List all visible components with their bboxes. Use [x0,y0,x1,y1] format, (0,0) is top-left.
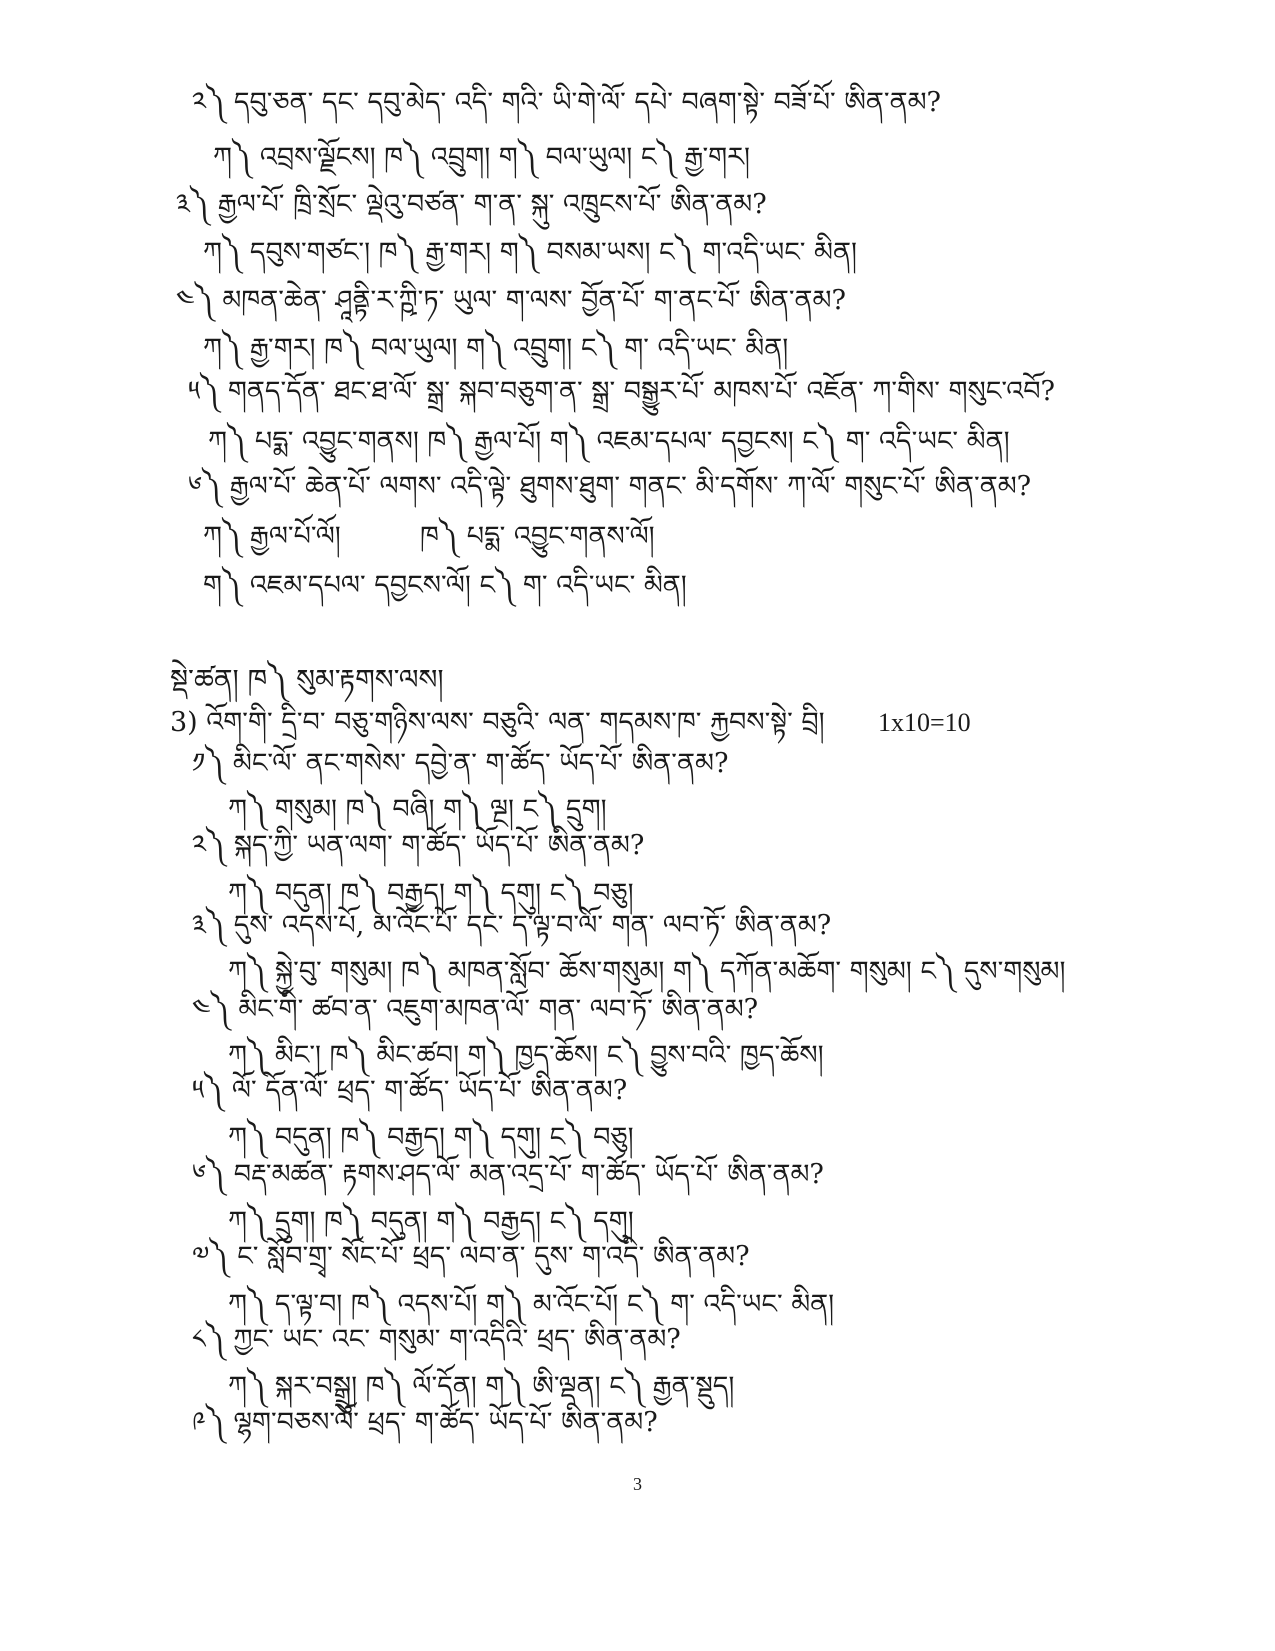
b-question-1-options: ཀ༽ གསུམ། ཁ༽ བཞི། ག༽ ལྔ། ང༽ དྲུག། [228,794,607,825]
score-label: 1x10=10 [878,708,971,737]
section-instruction: 3) འོག་གི་ དྲི་བ་ བཅུ་གཉིས་ལས་ བཅུའི་ ལན་ གདམས་ཁ་ རྐྱབས་སྟེ་ བྲི། [170,707,825,738]
b-question-8: ༨༽ ཀྱང་ ཡང་ འང་ གསུམ་ ག་འདིའི་ ཕྲད་ ཨིན་ནམ? [192,1324,681,1355]
b-question-4: ༤༽ མིང་གི་ ཚབ་ན་ འཇུག་མཁན་ལོ་ གན་ ལབ་ཏོ་ ཨིན་ནམ? [192,994,759,1025]
page-number: 3 [633,1474,642,1494]
b-question-7-options: ཀ༽ ད་ལྟ་བ། ཁ༽ འདས་པོ། ག༽ མ་འོང་པོ། ང༽ ག་ འདི་ཡང་ མིན། [228,1289,835,1320]
question-4: ༤༽ མཁན་ཆེན་ ཤཱནྟི་ར་ཀྵི་ཏ་ ཡུལ་ ག་ལས་ བྱོན་པོ་ ག་ནང་པོ་ ཨིན་ནམ? [176,285,846,316]
question-6: ༦༽ རྒྱལ་པོ་ ཆེན་པོ་ ལགས་ འདི་ལྟེ་ ཐུགས་ཐུག་ གནང་ མི་དགོས་ ཀ་ལོ་ གསུང་པོ་ ཨིན་ནམ? [188,471,1032,502]
b-question-4-options: ཀ༽ མིང་། ཁ༽ མིང་ཚབ། ག༽ ཁྱད་ཆོས། ང༽ བྱུས་བའི་ ཁྱད་ཆོས། [228,1040,824,1071]
question-5: ༥༽ གནད་དོན་ ཐང་ཐ་ལོ་ སྒྲ་ སྐབ་བཅུག་ན་ སྒྲ་ བསྒྱུར་པོ་ མཁས་པོ་ འཇོན་ ཀ་གིས་ གསུང་འབོ? [188,376,1055,407]
b-question-2-options: ཀ༽ བདུན། ཁ༽ བརྒྱད། ག༽ དགུ། ང༽ བཅུ། [228,878,634,909]
question-6-option-b: ཁ༽ པདྨ་ འབྱུང་གནས་ལོ། [420,521,655,552]
b-question-6-options: ཀ༽ དྲུག། ཁ༽ བདུན། ག༽ བརྒྱད། ང༽ དགུ། [228,1206,634,1237]
question-3-options: ཀ༽ དབུས་གཙང་། ཁ༽ རྒྱ་གར། ག༽ བསམ་ཡས། ང༽ ག་འདི་ཡང་ མིན། [203,237,858,268]
b-question-2: ༢༽ སྐད་ཀྱི་ ཡན་ལག་ ག་ཚོད་ ཡོད་པོ་ ཨིན་ནམ? [192,830,645,861]
b-question-9: ༩༽ ལྷག་བཅས་ལོ་ ཕྲད་ ག་ཚོད་ ཡོད་པོ་ ཨིན་ནམ? [192,1407,658,1438]
section-heading: སྡེ་ཚན། ཁ༽ སུམ་རྟགས་ལས། [170,663,444,696]
b-question-5-options: ཀ༽ བདུན། ཁ༽ བརྒྱད། ག༽ དགུ། ང༽ བཅུ། [228,1122,634,1153]
question-4-options: ཀ༽ རྒྱ་གར། ཁ༽ བལ་ཡུལ། ག༽ འབྲུག། ང༽ ག་ འདི་ཡང་ མིན། [203,333,789,364]
b-question-3-options: ཀ༽ སྐྱེ་བུ་ གསུམ། ཁ༽ མཁན་སློབ་ ཆོས་གསུམ། ག༽ དཀོན་མཆོག་ གསུམ། ང༽ དུས་གསུམ། [228,956,1066,987]
b-question-8-options: ཀ༽ སྐར་བསྒྲུ། ཁ༽ ལོ་དོན། ག༽ ཨི་ལྡན། ང༽ རྒྱན་སྡུད། [228,1371,735,1402]
b-question-3: ༣༽ དུས་ འདས་པོ, མ་འོང་པོ་ དང་ ད་ལྟ་བ་ལོ་ གན་ ལབ་ཏོ་ ཨིན་ནམ? [192,910,832,941]
question-2-options: ཀ༽ འབྲས་ལྗོངས། ཁ༽ འབྲུག། ག༽ བལ་ཡུལ། ང༽ རྒྱ་གར། [213,142,750,173]
question-5-options: ཀ༽ པདྨ་ འབྱུང་གནས། ཁ༽ རྒྱལ་པོ། ག༽ འཇམ་དཔལ་ དབྱངས། ང༽ ག་ འདི་ཡང་ མིན། [208,426,1010,457]
question-6-option-a: ཀ༽ རྒྱལ་པོ་ལོ། [203,521,341,552]
b-question-5: ༥༽ ལོ་ དོན་ལོ་ ཕྲད་ ག་ཚོད་ ཡོད་པོ་ ཨིན་ནམ? [192,1075,628,1106]
question-6-option-c: ག༽ འཇམ་དཔལ་ དབྱངས་ལོ། ང༽ ག་ འདི་ཡང་ མིན། [203,570,687,601]
b-question-7: ༧༽ ང་ སློབ་གྲྭ་ སོང་པོ་ ཕྲད་ ལབ་ན་ དུས་ ག་འདི་ ཨིན་ནམ? [192,1241,750,1272]
b-question-1: ༡༽ མིང་ལོ་ ནང་གསེས་ དབྱེ་ན་ ག་ཚོད་ ཡོད་པོ་ ཨིན་ནམ? [192,748,729,779]
question-3: ༣༽ རྒྱལ་པོ་ ཁྲི་སྲོང་ ལྡེའུ་བཙན་ ག་ན་ སྐུ་ འཁྲུངས་པོ་ ཨིན་ནམ? [176,189,767,220]
b-question-6: ༦༽ བརྡ་མཚན་ རྟགས་ཤད་ལོ་ མན་འདྲ་པོ་ ག་ཚོད་ ཡོད་པོ་ ཨིན་ནམ? [192,1159,824,1190]
question-2: ༢༽ དབུ་ཅན་ དང་ དབུ་མེད་ འདི་ གའི་ ཡི་གེ་ལོ་ དཔེ་ བཞག་སྟེ་ བཟོ་པོ་ ཨིན་ནམ? [192,87,942,118]
